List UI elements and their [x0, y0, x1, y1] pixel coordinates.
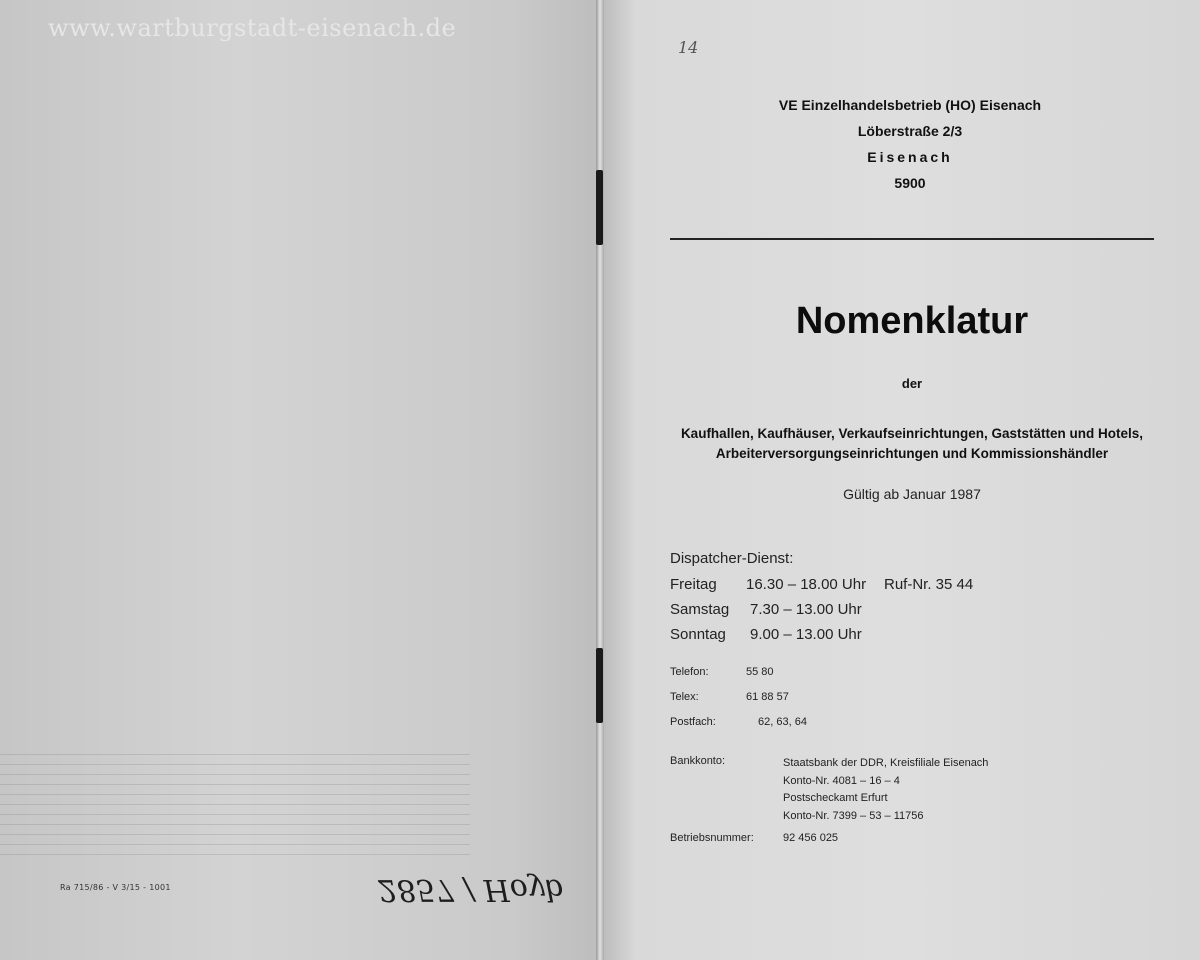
bank-line: Konto-Nr. 4081 – 16 – 4 — [783, 774, 900, 787]
validity-date: Gültig ab Januar 1987 — [843, 486, 981, 502]
staple-top — [596, 170, 603, 245]
company-number-value: 92 456 025 — [783, 832, 839, 844]
dispatch-row — [670, 576, 1070, 601]
subtitle — [640, 424, 1184, 464]
corner-mark: 14 — [678, 38, 699, 57]
publisher-street: Löberstraße 2/3 — [857, 123, 963, 139]
dispatch-time: 9.00 – 13.00 Uhr — [750, 626, 862, 643]
telefon-label: Telefon: — [670, 666, 709, 678]
bank-line: Konto-Nr. 7399 – 53 – 11756 — [783, 809, 924, 822]
telefon-row — [670, 666, 970, 691]
dispatch-day: Samstag — [670, 601, 730, 618]
subtitle-line-1: Kaufhallen, Kaufhäuser, Verkaufseinrichtungen, Gaststätten und Hotels, — [680, 426, 1144, 441]
paper-scratches — [0, 745, 470, 855]
dispatch-phone: Ruf-Nr. 35 44 — [884, 576, 974, 593]
dispatch-row — [670, 626, 1070, 651]
postfach-value: 62, 63, 64 — [758, 716, 807, 728]
publisher-postcode: 5900 — [894, 175, 926, 191]
contact-details — [670, 666, 970, 741]
telex-value: 61 88 57 — [746, 691, 789, 703]
telefon-value: 55 80 — [746, 666, 774, 678]
bank-line: Postscheckamt Erfurt — [783, 792, 888, 804]
dispatch-time: 16.30 – 18.00 Uhr — [746, 576, 867, 593]
company-number-label: Betriebsnummer: — [670, 832, 754, 844]
publisher-header — [670, 92, 1150, 196]
telex-row — [670, 691, 970, 716]
dispatch-day: Freitag — [670, 576, 717, 593]
staple-bottom — [596, 648, 603, 723]
print-code: Ra 715/86 - V 3/15 - 1001 — [60, 883, 171, 892]
publisher-name: VE Einzelhandelsbetrieb (HO) Eisenach — [778, 97, 1042, 113]
page-title: Nomenklatur — [795, 300, 1029, 342]
title-der: der — [901, 376, 923, 391]
handwritten-note: 2857 / Hoyb — [378, 872, 564, 907]
bank-label: Bankkonto: — [670, 755, 726, 767]
subtitle-line-2: Arbeiterversorgungseinrichtungen und Kommissionshändler — [715, 446, 1109, 461]
postfach-label: Postfach: — [670, 716, 716, 728]
telex-label: Telex: — [670, 691, 699, 703]
dispatch-time: 7.30 – 13.00 Uhr — [750, 601, 862, 618]
postfach-row — [670, 716, 970, 741]
divider-rule — [670, 238, 1154, 240]
publisher-city: Eisenach — [867, 149, 953, 165]
spine — [596, 0, 604, 960]
dispatch-heading: Dispatcher-Dienst: — [670, 550, 794, 567]
bank-lines — [783, 755, 1083, 825]
bank-line: Staatsbank der DDR, Kreisfiliale Eisenach — [783, 757, 989, 769]
watermark: www.wartburgstadt-eisenach.de — [48, 14, 457, 42]
dispatch-schedule — [670, 576, 1070, 651]
dispatch-day: Sonntag — [670, 626, 726, 643]
dispatch-row — [670, 601, 1070, 626]
